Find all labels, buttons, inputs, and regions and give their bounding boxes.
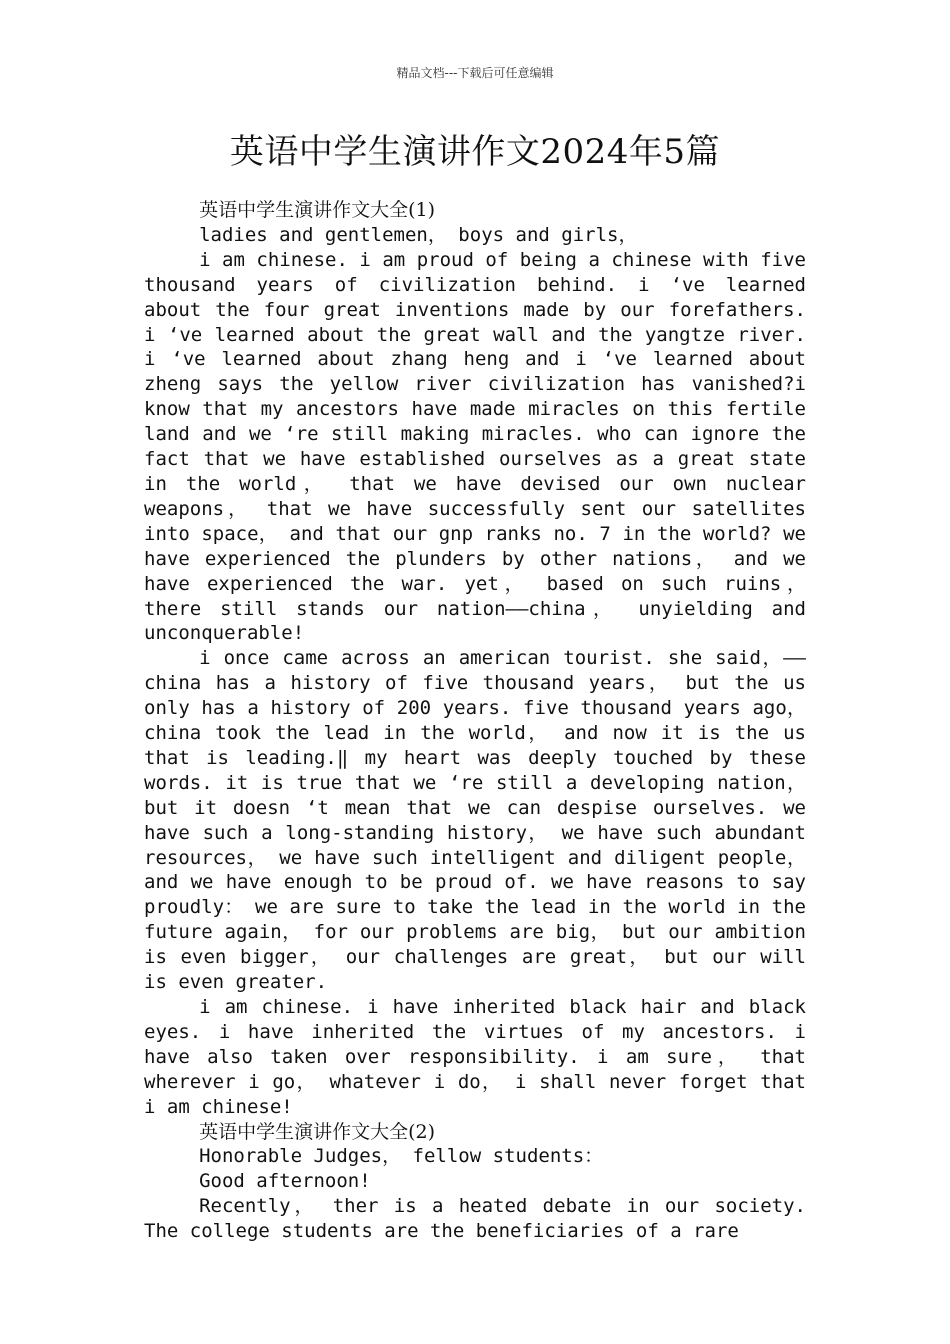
document-title: 英语中学生演讲作文2024年5篇 [229,132,721,172]
paragraph: Good afternoon! [199,1170,371,1193]
paragraph: i am chinese. i am proud of being a chinese with five thousand years of civilization behind. i ‘ve learned about the four great inventions made by our forefathers. i ‘ve learned about the great wall and the yangtze river. i ‘ve learned about zhang heng and i ‘ve learned about zheng says the yellow river civilization has vanished?i know that my ancestors have made miracles on this fertile land and we ‘re still making miracles. who can ignore the fact that we have established ourselves as a great state in the world， that we have devised our own nuclear weapons， that we have successfully sent our satellites into space， and that our gnp ranks no. 7 in the world? we have experienced the plunders by other nations， and we have experienced the war. yet， based on such ruins， there still stands our nation——china， unyielding and unconquerable! [144,248,806,645]
paragraph: ladies and gentlemen， boys and girls， [199,223,638,246]
document-body [144,198,806,1244]
page-header: 精品文档---下载后可任意编辑 [396,66,554,80]
paragraph: i am chinese. i have inherited black hair and black eyes. i have inherited the virtues of my ancestors. i have also taken over responsibility. i am sure， that wherever i go， whatever i do， i shall never forget that i am chinese! [144,996,806,1118]
paragraph: Honorable Judges， fellow students： [199,1145,604,1168]
paragraph: Recently， ther is a heated debate in our society. The college students are the beneficiaries of a rare [144,1195,806,1243]
section-heading: 英语中学生演讲作文大全(1) [199,199,436,221]
paragraph: i once came across an american tourist. she said，——china has a history of five thousand years， but the us only has a history of 200 years. five thousand years ago， china took the lead in the world， and now it is the us that is leading.‖ my heart was deeply touched by these words. it is true that we ‘re still a developing nation， but it doesn ‘t mean that we can despise ourselves. we have such a long-standing history， we have such abundant resources， we have such intelligent and diligent people， and we have enough to be proud of. we have reasons to say proudly： we are sure to take the lead in the world in the future again， for our problems are big， but our ambition is even bigger， our challenges are great， but our will is even greater. [144,647,806,994]
section-heading: 英语中学生演讲作文大全(2) [199,1120,436,1143]
